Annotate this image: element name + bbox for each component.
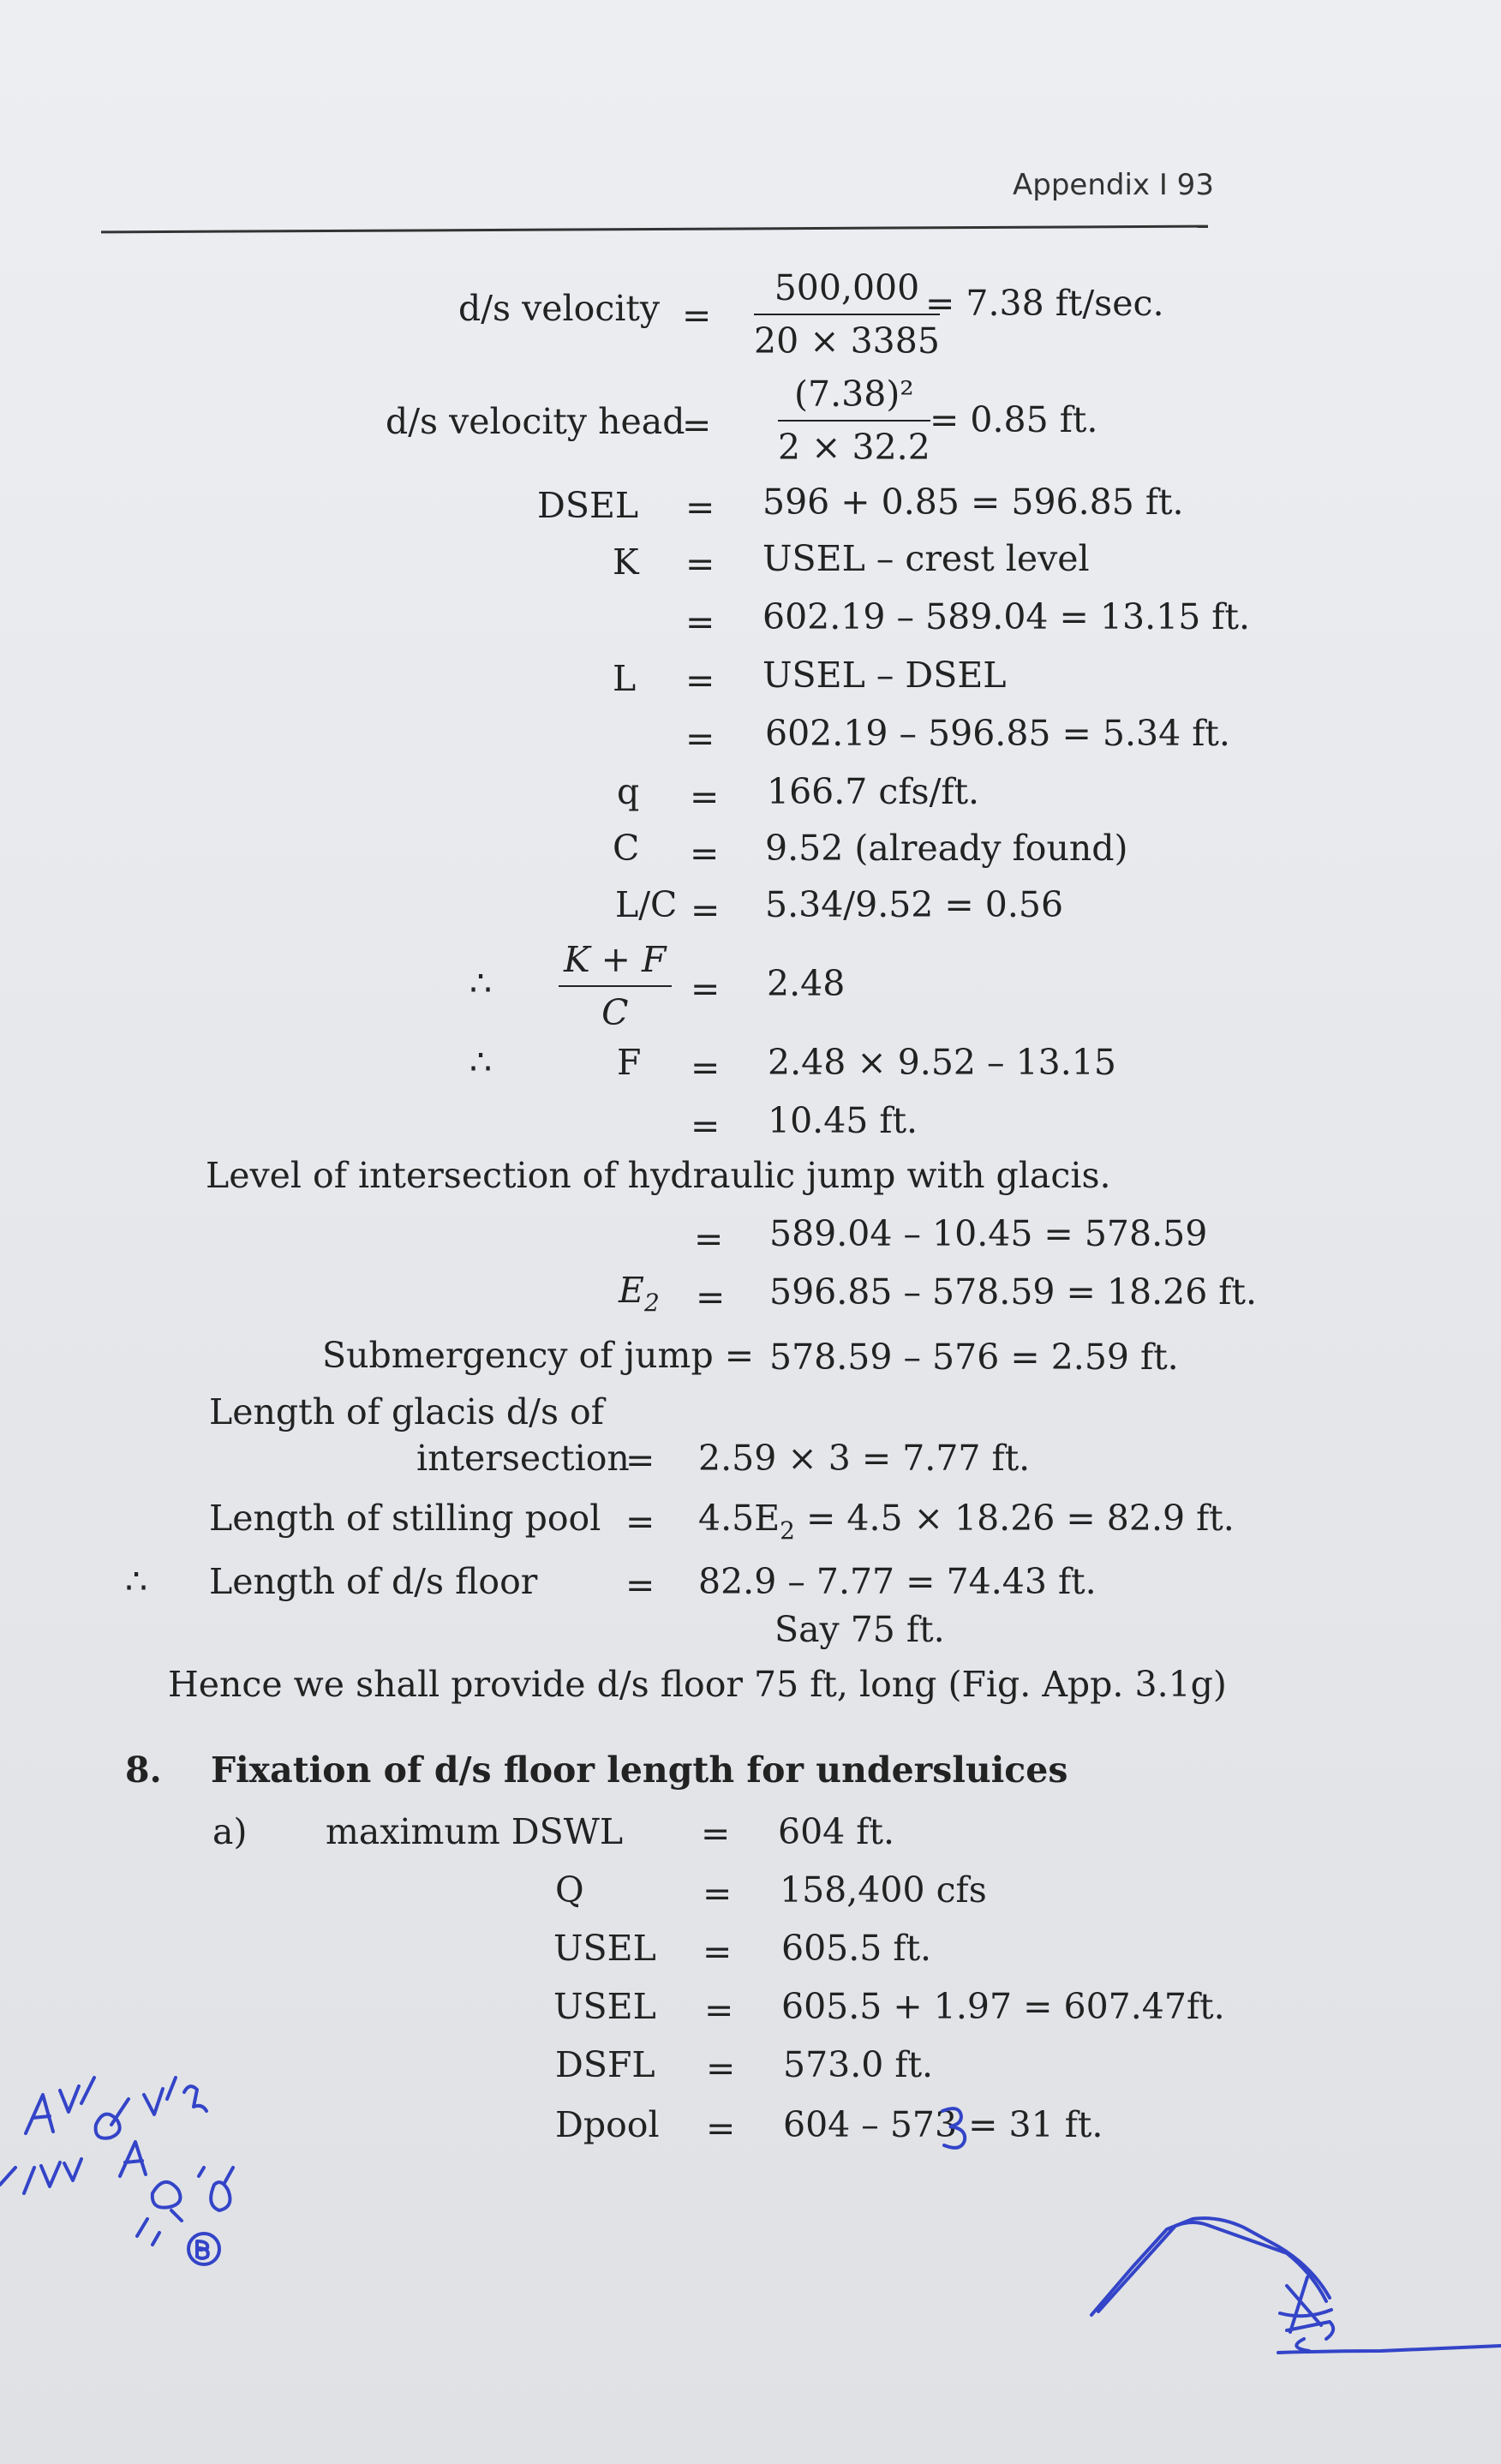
equals-sign: =	[625, 1439, 655, 1480]
value-stilling-pool-subscript: 2	[780, 1516, 795, 1545]
label-dsel: DSEL	[537, 485, 639, 526]
value-intersection-level: 589.04 – 10.45 = 578.59	[769, 1213, 1208, 1254]
value-usel: 605.5 ft.	[781, 1928, 932, 1969]
label-f: F	[617, 1042, 642, 1083]
value-max-dswl: 604 ft.	[778, 1811, 894, 1852]
equals-sign: =	[706, 2108, 736, 2149]
value-k-plus-f-over-c: 2.48	[767, 963, 846, 1004]
numerator: K + F	[559, 939, 672, 987]
label-usel-2: USEL	[553, 1986, 656, 2027]
label-c: C	[613, 828, 640, 869]
value-l-calc: 602.19 – 596.85 = 5.34 ft.	[765, 713, 1230, 754]
value-k: USEL – crest level	[762, 538, 1090, 579]
equals-sign: =	[690, 833, 720, 874]
label-length-stilling-pool: Length of stilling pool	[209, 1498, 601, 1539]
value-submergency: 578.59 – 576 = 2.59 ft.	[769, 1337, 1179, 1378]
label-discharge-q: Q	[555, 1869, 584, 1911]
equals-sign: =	[691, 968, 721, 1009]
value-stilling-pool-rest: = 4.5 × 18.26 = 82.9 ft.	[794, 1498, 1235, 1539]
label-ds-velocity: d/s velocity	[458, 288, 661, 329]
value-l-over-c: 5.34/9.52 = 0.56	[765, 884, 1064, 925]
value-q: 166.7 cfs/ft.	[767, 771, 980, 812]
value-discharge-q: 158,400 cfs	[780, 1869, 987, 1911]
label-e2-subscript: 2	[643, 1289, 660, 1317]
fraction-ds-velocity	[754, 267, 940, 362]
label-length-ds-floor: Length of d/s floor	[209, 1561, 538, 1602]
equals-sign: =	[682, 295, 712, 336]
equals-sign: =	[703, 1931, 733, 1972]
value-dsfl: 573.0 ft.	[783, 2044, 934, 2085]
label-e2-main: E	[619, 1270, 644, 1311]
numerator: (7.38)²	[778, 374, 930, 422]
equals-sign: =	[682, 404, 712, 446]
label-max-dswl: maximum DSWL	[326, 1811, 624, 1852]
label-length-of-glacis: Length of glacis d/s of	[209, 1391, 604, 1432]
equals-sign: =	[691, 1047, 721, 1088]
equals-sign: =	[685, 487, 715, 528]
denominator: 2 × 32.2	[778, 427, 930, 468]
handwritten-scribble	[1081, 2185, 1501, 2382]
label-e2	[619, 1270, 660, 1317]
result-velocity-head: = 0.85 ft.	[930, 399, 1098, 440]
label-l-over-c: L/C	[615, 884, 678, 925]
therefore-symbol: ∴	[125, 1561, 148, 1602]
equals-sign: =	[701, 1813, 731, 1854]
label-dpool: Dpool	[555, 2104, 660, 2145]
equals-sign: =	[625, 1564, 655, 1606]
label-l: L	[613, 658, 637, 699]
value-say-75: Say 75 ft.	[774, 1609, 945, 1650]
denominator: C	[601, 992, 629, 1033]
label-k: K	[613, 541, 639, 583]
text-level-of-intersection: Level of intersection of hydraulic jump with glacis.	[206, 1155, 1111, 1196]
equals-sign: =	[691, 889, 721, 930]
equals-sign: =	[625, 1501, 655, 1542]
value-f: 2.48 × 9.52 – 13.15	[768, 1042, 1116, 1083]
result-ds-velocity: = 7.38 ft/sec.	[925, 283, 1164, 324]
header-rule	[101, 225, 1208, 234]
section-title: Fixation of d/s floor length for undersluices	[211, 1749, 1068, 1791]
value-glacis-length: 2.59 × 3 = 7.77 ft.	[698, 1438, 1031, 1479]
equals-sign: =	[691, 1105, 721, 1146]
fraction-velocity-head	[778, 374, 930, 468]
value-e2: 596.85 – 578.59 = 18.26 ft.	[769, 1271, 1257, 1313]
fraction-k-plus-f-over-c	[559, 939, 672, 1033]
therefore-symbol: ∴	[469, 963, 493, 1004]
label-intersection: intersection	[416, 1438, 630, 1479]
text-hence-provide: Hence we shall provide d/s floor 75 ft, long (Fig. App. 3.1g)	[168, 1664, 1227, 1705]
value-stilling-pool-e: 4.5E	[698, 1498, 780, 1539]
equals-sign: =	[706, 2048, 736, 2089]
value-f-result: 10.45 ft.	[768, 1100, 918, 1141]
equals-sign: =	[685, 601, 715, 643]
value-usel-2: 605.5 + 1.97 = 607.47ft.	[781, 1986, 1225, 2027]
label-usel: USEL	[553, 1928, 656, 1969]
equals-sign: =	[685, 718, 715, 759]
value-stilling-pool	[698, 1498, 1235, 1545]
value-k-calc: 602.19 – 589.04 = 13.15 ft.	[762, 596, 1250, 637]
equals-sign: =	[685, 543, 715, 584]
value-l: USEL – DSEL	[762, 655, 1007, 696]
equals-sign: =	[685, 660, 715, 701]
handwritten-margin-notes	[0, 2073, 283, 2296]
value-ds-floor: 82.9 – 7.77 = 74.43 ft.	[698, 1561, 1097, 1602]
running-header: Appendix I 93	[1013, 168, 1214, 202]
label-q: q	[617, 771, 640, 812]
value-c: 9.52 (already found)	[765, 828, 1128, 869]
therefore-symbol: ∴	[469, 1042, 493, 1083]
denominator: 20 × 3385	[754, 320, 940, 362]
equals-sign: =	[690, 776, 720, 817]
equals-sign: =	[703, 1873, 733, 1914]
equals-sign: =	[694, 1218, 724, 1259]
label-submergency: Submergency of jump =	[322, 1335, 755, 1376]
equals-sign: =	[696, 1277, 726, 1318]
value-dsel: 596 + 0.85 = 596.85 ft.	[762, 481, 1184, 523]
handwritten-correction-3	[936, 2104, 970, 2150]
item-a-label: a)	[212, 1811, 248, 1852]
equals-sign: =	[704, 1989, 734, 2030]
label-dsfl: DSFL	[555, 2044, 655, 2085]
numerator: 500,000	[754, 267, 940, 315]
value-dpool: 604 – 573 = 31 ft.	[783, 2104, 1103, 2145]
label-ds-velocity-head: d/s velocity head	[386, 401, 685, 442]
section-number: 8.	[125, 1749, 162, 1791]
